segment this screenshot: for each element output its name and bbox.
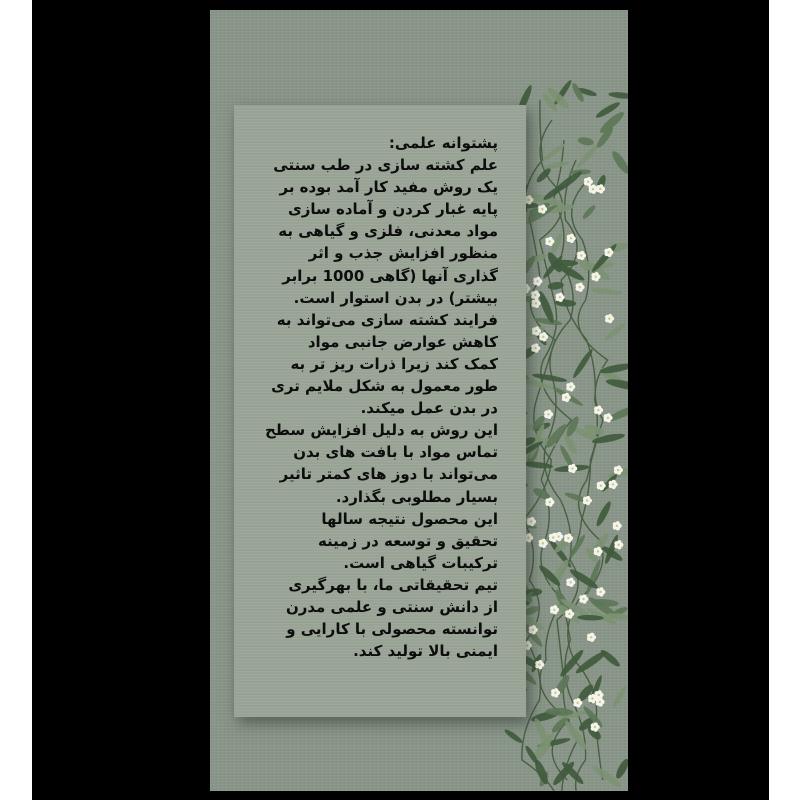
text-line: طور معمول به شکل ملایم تری <box>271 377 498 396</box>
text-line: از دانش سنتی و علمی مدرن <box>285 597 498 616</box>
story-canvas <box>210 10 628 791</box>
text-line: در بدن عمل میکند. <box>360 399 498 418</box>
text-line: گذاری آنها (گاهی 1000 برابر <box>282 266 498 285</box>
text-line: منظور افزایش جذب و اثر <box>308 244 498 263</box>
text-line: این روش به دلیل افزایش سطح <box>264 421 498 440</box>
text-line: ایمنی بالا تولید کند. <box>353 642 498 661</box>
text-line: پایه غبار کردن و آماده سازی <box>288 200 498 219</box>
text-line: این محصول نتیجه سالها <box>321 509 498 528</box>
black-frame <box>32 0 769 800</box>
text-line: بیشتر) در بدن استوار است. <box>293 288 498 307</box>
text-line: کاهش عوارض جانبی مواد <box>307 332 498 351</box>
text-line: تیم تحقیقاتی ما، با بهرگیری <box>288 575 498 594</box>
text-line: توانسته محصولی با کارایی و <box>286 620 498 639</box>
scientific-support-text <box>246 132 498 662</box>
text-line: مواد معدنی، فلزی و گیاهی به <box>278 222 498 241</box>
text-line: تماس مواد با بافت های بدن <box>293 443 498 462</box>
text-line: می‌تواند با دوز های کمتر تاثیر <box>279 465 498 484</box>
text-line: ترکیبات گیاهی است. <box>343 553 498 572</box>
text-line: یک روش مفید کار آمد بوده بر <box>279 178 498 197</box>
text-line: کمک کند زیرا ذرات ریز تر به <box>290 354 498 373</box>
text-line: تحقیق و توسعه در زمینه <box>317 531 498 550</box>
text-line: پشتوانه علمی: <box>388 134 498 152</box>
text-line: بسیار مطلوبی بگذارد. <box>335 487 498 506</box>
text-line: علم کشته سازی در طب سنتی <box>273 156 498 175</box>
text-line: فرایند کشته سازی می‌تواند به <box>276 310 498 329</box>
